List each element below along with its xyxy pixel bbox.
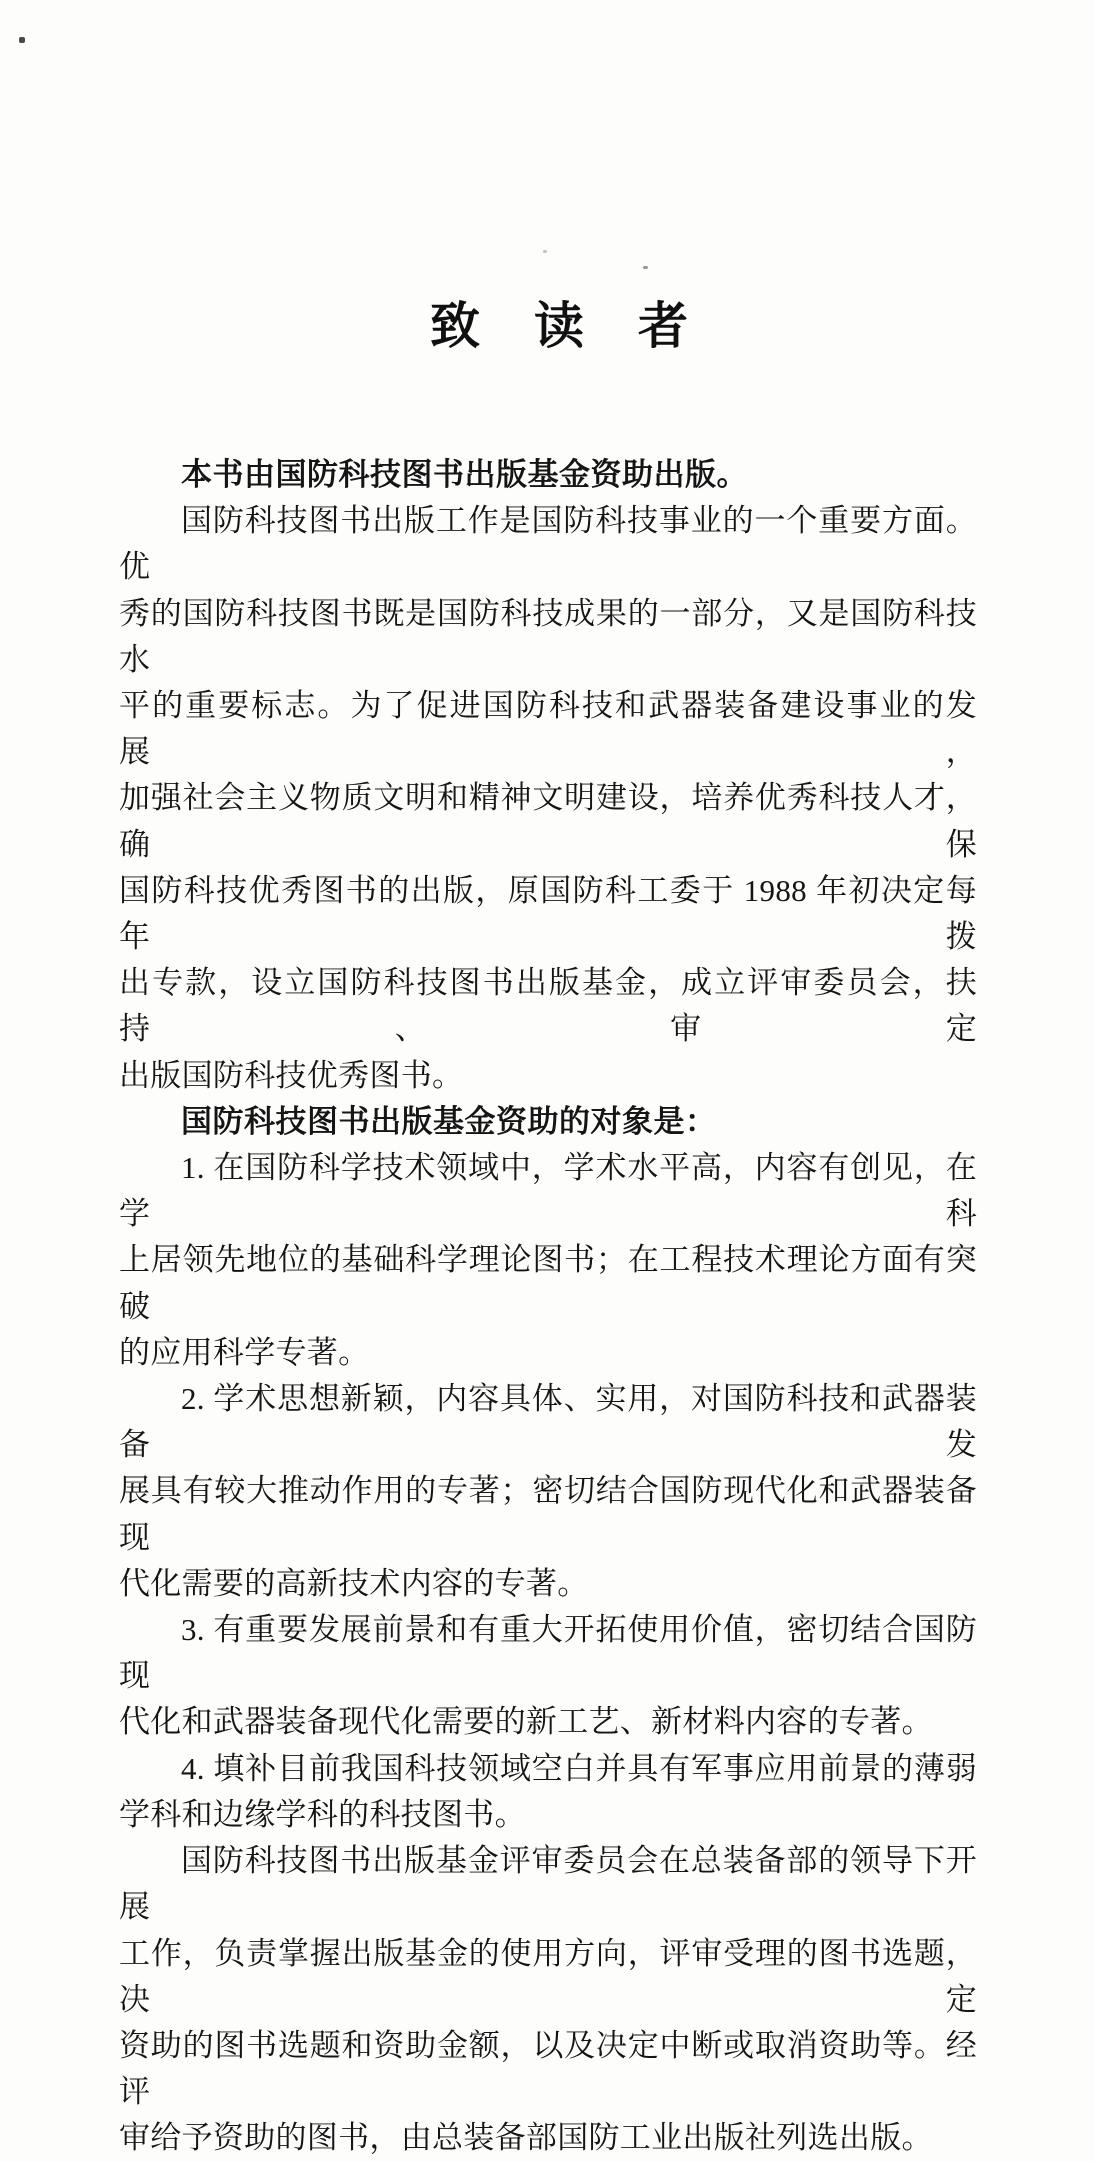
text-line: 展具有较大推动作用的专著；密切结合国防现代化和武器装备现	[119, 1473, 977, 1555]
text-line: 出专款，设立国防科技图书出版基金，成立评审委员会，扶持、审定	[119, 965, 977, 1047]
text-line: 审给予资助的图书，由总装备部国防工业出版社列选出版。	[119, 2120, 933, 2156]
text-line: 2. 学术思想新颖，内容具体、实用，对国防科技和武器装备发	[119, 1381, 977, 1463]
text-line: 出版国防科技优秀图书。	[119, 1057, 464, 1093]
text-line: 1. 在国防科学技术领域中，学术水平高，内容有创见，在学科	[119, 1150, 977, 1232]
text-line: 工作，负责掌握出版基金的使用方向，评审受理的图书选题，决定	[119, 1935, 977, 2017]
scan-speck	[543, 250, 547, 253]
text-line: 代化和武器装备现代化需要的新工艺、新材料内容的专著。	[119, 1704, 933, 1740]
scan-speck	[19, 37, 25, 43]
text-line: 上居领先地位的基础科学理论图书；在工程技术理论方面有突破	[119, 1242, 977, 1324]
text-line: 国防科技图书出版基金资助的对象是：	[181, 1103, 717, 1140]
text-line: 国防科技图书出版基金评审委员会在总装备部的领导下开展	[119, 1843, 977, 1925]
text-line: 学科和边缘学科的科技图书。	[119, 1796, 526, 1832]
text-line: 的应用科学专著。	[119, 1334, 370, 1370]
text-line: 国防科技优秀图书的出版，原国防科工委于 1988 年初决定每年拨	[119, 872, 977, 955]
text-line: 秀的国防科技图书既是国防科技成果的一部分，又是国防科技水	[119, 595, 977, 677]
scan-speck	[643, 266, 648, 269]
text-line: 资助的图书选题和资助金额，以及决定中断或取消资助等。经评	[119, 2027, 977, 2110]
text-line: 国防科技图书出版工作是国防科技事业的一个重要方面。优	[119, 503, 977, 585]
text-line: 4. 填补目前我国科技领域空白并具有军事应用前景的薄弱	[181, 1750, 977, 1786]
text-line: 代化需要的高新技术内容的专著。	[119, 1565, 589, 1601]
text-line: 平的重要标志。为了促进国防科技和武器装备建设事业的发展，	[119, 688, 977, 770]
text-line: 3. 有重要发展前景和有重大开拓使用价值，密切结合国防现	[119, 1612, 977, 1694]
page-title: 致 读 者	[430, 298, 690, 354]
text-line: 本书由国防科技图书出版基金资助出版。	[181, 457, 748, 493]
text-line: 加强社会主义物质文明和精神文明建设，培养优秀科技人才，确保	[119, 780, 977, 862]
reader-notice-body	[119, 452, 977, 2162]
